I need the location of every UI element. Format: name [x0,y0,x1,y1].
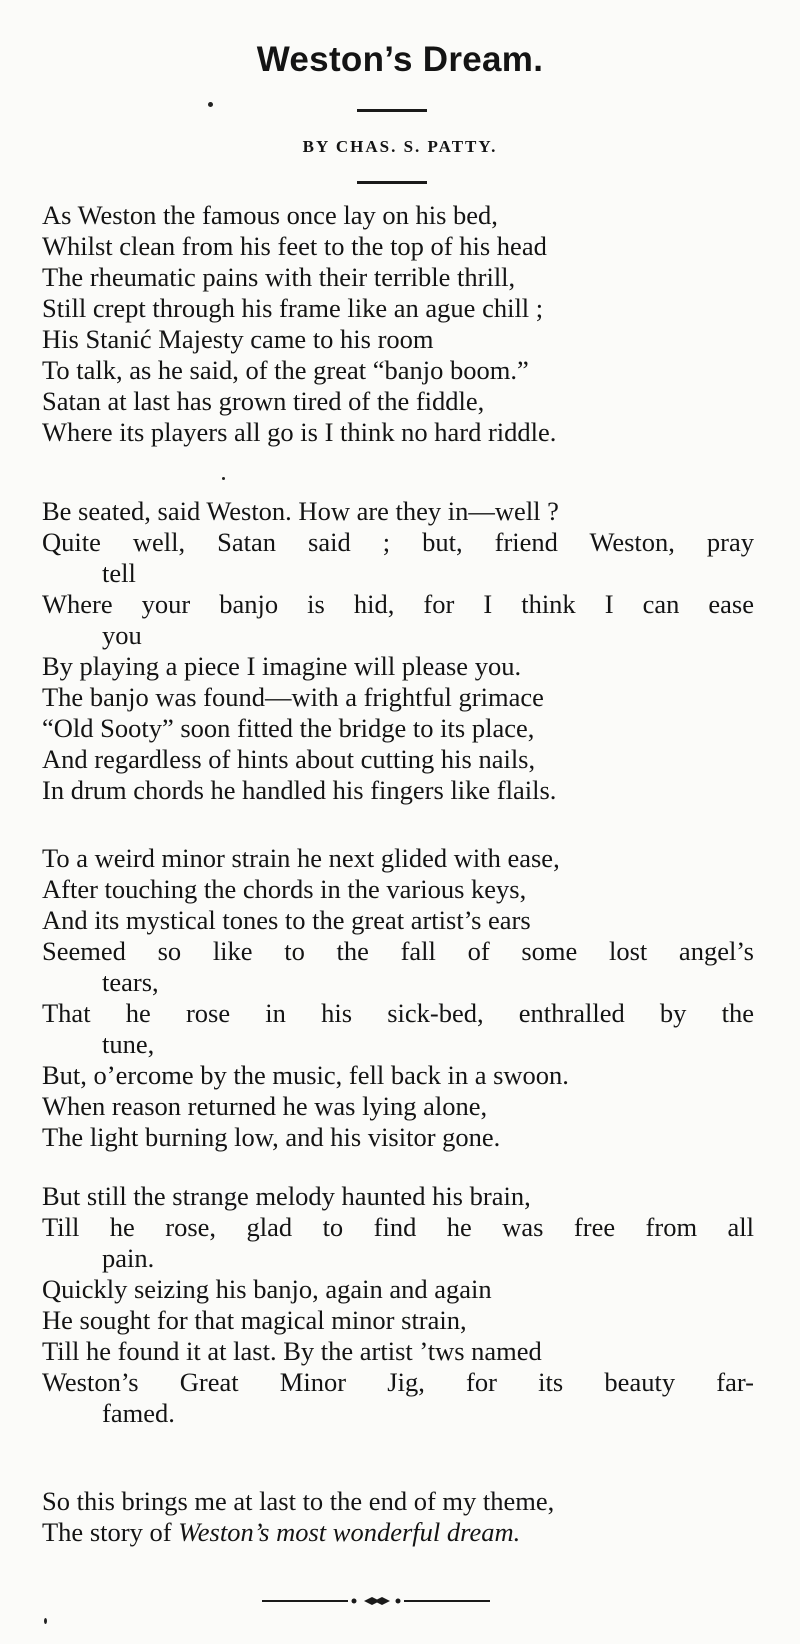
poem-line: And its mystical tones to the great artist’s ears [42,905,531,935]
poem-line: Weston’s Great Minor Jig, for its beauty far- [42,1367,754,1397]
poem-line-final [42,1517,754,1548]
poem-line-plain-part: The story of [42,1517,179,1547]
poem-line: Where your banjo is hid, for I think I can ease [42,589,754,619]
end-ornament [262,1594,502,1608]
poem-line: But still the strange melody haunted his brain, [42,1181,531,1211]
poem-line: Till he rose, glad to find he was free from all [42,1212,754,1242]
author-byline: BY CHAS. S. PATTY. [302,137,498,156]
poem-line: By playing a piece I imagine will please you. [42,651,522,681]
poem-line: Seemed so like to the fall of some lost angel’s [42,936,754,966]
ink-speck [44,1618,47,1624]
poem-line-continuation: tune, [102,1029,155,1059]
poem-line: To a weird minor strain he next glided with ease, [42,843,560,873]
poem-line: The light burning low, and his visitor gone. [42,1122,501,1152]
poem-line: When reason returned he was lying alone, [42,1091,488,1121]
poem-line: Quickly seizing his banjo, again and again [42,1274,492,1304]
poem-line: In drum chords he handled his fingers like flails. [42,775,557,805]
poem-line: His Stanić Majesty came to his room [42,324,434,354]
poem-line-italic-part: Weston’s most wonderful dream. [178,1517,521,1547]
poem-line: After touching the chords in the various keys, [42,874,527,904]
poem-line: And regardless of hints about cutting his nails, [42,744,536,774]
stanza-5 [42,1486,754,1548]
poem-line: But, o’ercome by the music, fell back in a swoon. [42,1060,569,1090]
poem-line: Quite well, Satan said ; but, friend Weston, pray [42,527,754,557]
poem-line: So this brings me at last to the end of my theme, [42,1486,555,1516]
stanza-3 [42,843,754,1153]
stanza-1 [42,200,754,448]
poem-line-continuation: you [102,620,142,650]
poem-line-continuation: tell [102,558,136,588]
poem-line-continuation: tears, [102,967,159,997]
poem-line: He sought for that magical minor strain, [42,1305,467,1335]
poem-line: The banjo was found—with a frightful grimace [42,682,544,712]
poem-line: Till he found it at last. By the artist ’tws named [42,1336,542,1366]
poem-line: “Old Sooty” soon fitted the bridge to its place, [42,713,535,743]
poem-line-continuation: famed. [102,1398,175,1428]
poem-line: Still crept through his frame like an ague chill ; [42,293,544,323]
byline-rule [357,181,427,184]
ink-speck [222,477,225,480]
title-rule [357,109,427,112]
stanza-4 [42,1181,754,1429]
poem-line-continuation: pain. [102,1243,155,1273]
poem-line: As Weston the famous once lay on his bed, [42,200,498,230]
poem-line: The rheumatic pains with their terrible thrill, [42,262,516,292]
poem-line: That he rose in his sick-bed, enthralled by the [42,998,754,1028]
poem-line: Satan at last has grown tired of the fiddle, [42,386,485,416]
poem-line: Where its players all go is I think no hard riddle. [42,417,557,447]
poem-title: Weston’s Dream. [256,40,544,79]
poem-line: Be seated, said Weston. How are they in—well ? [42,496,559,526]
stanza-2 [42,496,754,806]
poem-line: To talk, as he said, of the great “banjo boom.” [42,355,529,385]
poem-line: Whilst clean from his feet to the top of his head [42,231,547,261]
ink-speck [208,102,213,107]
